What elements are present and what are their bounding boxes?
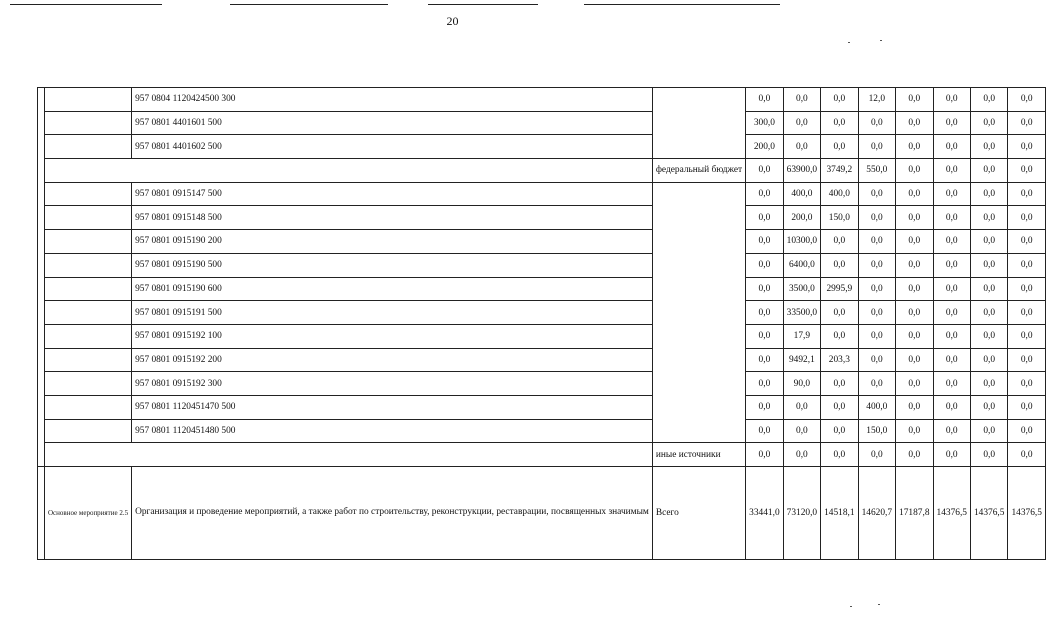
value-cell: 0,0 [970, 277, 1007, 301]
value-cell: 10300,0 [783, 230, 820, 254]
budget-code: 957 0801 1120451470 500 [132, 395, 653, 419]
value-cell: 90,0 [783, 372, 820, 396]
value-cell: 0,0 [970, 395, 1007, 419]
table-row [38, 159, 1046, 183]
value-cell: 0,0 [1008, 372, 1045, 396]
value-cell: 0,0 [970, 135, 1007, 159]
value-cell: 0,0 [970, 348, 1007, 372]
value-cell: 0,0 [858, 135, 895, 159]
value-cell: 203,3 [821, 348, 858, 372]
value-cell: 0,0 [1008, 301, 1045, 325]
scan-mark [850, 606, 852, 607]
value-cell: 0,0 [970, 159, 1007, 183]
budget-code: 957 0801 0915192 100 [132, 324, 653, 348]
table-row [38, 135, 1046, 159]
value-cell: 0,0 [896, 395, 933, 419]
value-cell: 2995,9 [821, 277, 858, 301]
source-cell [652, 88, 745, 159]
value-cell: 0,0 [896, 206, 933, 230]
value-cell: 0,0 [933, 111, 970, 135]
value-cell: 14376,5 [933, 467, 970, 560]
value-cell: 0,0 [1008, 182, 1045, 206]
table-row [38, 419, 1046, 443]
value-cell: 0,0 [933, 230, 970, 254]
value-cell: 0,0 [783, 419, 820, 443]
value-cell: 0,0 [1008, 88, 1045, 112]
budget-code: 957 0801 0915190 600 [132, 277, 653, 301]
value-cell: 0,0 [896, 159, 933, 183]
value-cell: 0,0 [821, 419, 858, 443]
value-cell: 0,0 [746, 443, 783, 467]
value-cell: 0,0 [896, 111, 933, 135]
value-cell: 0,0 [896, 182, 933, 206]
value-cell: 0,0 [783, 111, 820, 135]
value-cell: 400,0 [783, 182, 820, 206]
value-cell: 0,0 [896, 324, 933, 348]
blank-cell [45, 324, 132, 348]
blank-cell [45, 443, 653, 467]
table-row [38, 88, 1046, 112]
value-cell: 0,0 [896, 348, 933, 372]
table-row [38, 348, 1046, 372]
value-cell: 0,0 [970, 443, 1007, 467]
value-cell: 0,0 [933, 182, 970, 206]
page-number: 20 [446, 14, 459, 28]
budget-code: 957 0801 4401602 500 [132, 135, 653, 159]
value-cell: 0,0 [933, 443, 970, 467]
budget-table [37, 87, 1046, 560]
value-cell: 0,0 [821, 301, 858, 325]
value-cell: 9492,1 [783, 348, 820, 372]
value-cell: 0,0 [970, 419, 1007, 443]
value-cell: 17187,8 [896, 467, 933, 560]
value-cell: 0,0 [821, 395, 858, 419]
value-cell: 0,0 [858, 206, 895, 230]
value-cell: 0,0 [896, 135, 933, 159]
value-cell: 0,0 [821, 324, 858, 348]
value-cell: 0,0 [970, 206, 1007, 230]
value-cell: 0,0 [933, 159, 970, 183]
value-cell: 0,0 [896, 419, 933, 443]
value-cell: 0,0 [858, 372, 895, 396]
budget-code: 957 0801 1120451480 500 [132, 419, 653, 443]
value-cell: 0,0 [783, 443, 820, 467]
value-cell: 0,0 [746, 230, 783, 254]
value-cell: 0,0 [858, 182, 895, 206]
value-cell: 0,0 [821, 88, 858, 112]
value-cell: 0,0 [746, 206, 783, 230]
value-cell: 63900,0 [783, 159, 820, 183]
value-cell: 0,0 [933, 348, 970, 372]
source-cell [652, 182, 745, 443]
blank-cell [45, 88, 132, 112]
value-cell: 0,0 [1008, 206, 1045, 230]
value-cell: 0,0 [746, 253, 783, 277]
value-cell: 0,0 [746, 419, 783, 443]
value-cell: 0,0 [933, 135, 970, 159]
funding-source-total: Всего [652, 467, 745, 560]
value-cell: 0,0 [783, 135, 820, 159]
event-name: Основное мероприятие 2.5 [45, 467, 132, 560]
table-row [38, 395, 1046, 419]
value-cell: 0,0 [746, 348, 783, 372]
table-row [38, 443, 1046, 467]
value-cell: 0,0 [896, 372, 933, 396]
value-cell: 0,0 [1008, 135, 1045, 159]
value-cell: 150,0 [821, 206, 858, 230]
event-row [38, 467, 1046, 560]
blank-cell [45, 111, 132, 135]
value-cell: 0,0 [933, 324, 970, 348]
value-cell: 0,0 [1008, 419, 1045, 443]
value-cell: 0,0 [821, 443, 858, 467]
value-cell: 33441,0 [746, 467, 783, 560]
value-cell: 0,0 [1008, 443, 1045, 467]
budget-code: 957 0801 0915190 200 [132, 230, 653, 254]
value-cell: 14376,5 [1008, 467, 1045, 560]
value-cell: 73120,0 [783, 467, 820, 560]
value-cell: 0,0 [746, 159, 783, 183]
value-cell: 0,0 [1008, 324, 1045, 348]
budget-code: 957 0801 0915191 500 [132, 301, 653, 325]
value-cell: 0,0 [746, 88, 783, 112]
value-cell: 0,0 [783, 395, 820, 419]
value-cell: 400,0 [821, 182, 858, 206]
value-cell: 3749,2 [821, 159, 858, 183]
value-cell: 14620,7 [858, 467, 895, 560]
value-cell: 0,0 [1008, 395, 1045, 419]
blank-cell [45, 301, 132, 325]
value-cell: 0,0 [933, 419, 970, 443]
value-cell: 0,0 [858, 277, 895, 301]
budget-code: 957 0801 0915147 500 [132, 182, 653, 206]
value-cell: 0,0 [896, 443, 933, 467]
value-cell: 150,0 [858, 419, 895, 443]
value-cell: 33500,0 [783, 301, 820, 325]
header-rule [584, 4, 780, 5]
value-cell: 17,9 [783, 324, 820, 348]
value-cell: 0,0 [858, 348, 895, 372]
value-cell: 0,0 [821, 372, 858, 396]
value-cell: 0,0 [896, 88, 933, 112]
value-cell: 14376,5 [970, 467, 1007, 560]
value-cell: 0,0 [821, 253, 858, 277]
blank-cell [45, 395, 132, 419]
scan-mark [878, 604, 880, 605]
funding-source: иные источники [652, 443, 745, 467]
value-cell: 0,0 [933, 253, 970, 277]
value-cell: 0,0 [746, 182, 783, 206]
blank-cell [45, 419, 132, 443]
value-cell: 200,0 [783, 206, 820, 230]
value-cell: 0,0 [970, 111, 1007, 135]
table-row [38, 372, 1046, 396]
value-cell: 0,0 [970, 88, 1007, 112]
table-row [38, 301, 1046, 325]
value-cell: 0,0 [746, 277, 783, 301]
header-rule [230, 4, 388, 5]
value-cell: 0,0 [746, 324, 783, 348]
value-cell: 400,0 [858, 395, 895, 419]
value-cell: 0,0 [933, 206, 970, 230]
value-cell: 14518,1 [821, 467, 858, 560]
value-cell: 0,0 [933, 372, 970, 396]
table-row [38, 111, 1046, 135]
value-cell: 6400,0 [783, 253, 820, 277]
value-cell: 0,0 [1008, 277, 1045, 301]
value-cell: 0,0 [783, 88, 820, 112]
funding-source: федеральный бюджет [652, 159, 745, 183]
blank-cell [45, 159, 653, 183]
table-row [38, 206, 1046, 230]
value-cell: 0,0 [858, 230, 895, 254]
value-cell: 0,0 [970, 253, 1007, 277]
value-cell: 0,0 [821, 230, 858, 254]
value-cell: 0,0 [1008, 253, 1045, 277]
value-cell: 0,0 [858, 301, 895, 325]
value-cell: 300,0 [746, 111, 783, 135]
value-cell: 0,0 [970, 182, 1007, 206]
blank-cell [45, 230, 132, 254]
value-cell: 0,0 [896, 301, 933, 325]
value-cell: 0,0 [746, 301, 783, 325]
scan-mark [880, 40, 882, 41]
blank-cell [45, 277, 132, 301]
budget-code: 957 0801 0915148 500 [132, 206, 653, 230]
value-cell: 0,0 [933, 301, 970, 325]
value-cell: 0,0 [1008, 159, 1045, 183]
blank-cell [45, 206, 132, 230]
value-cell: 0,0 [858, 111, 895, 135]
value-cell: 0,0 [821, 111, 858, 135]
event-number-cell [38, 467, 45, 560]
event-number-cell [38, 88, 45, 467]
value-cell: 0,0 [933, 395, 970, 419]
value-cell: 0,0 [858, 443, 895, 467]
table-row [38, 230, 1046, 254]
event-description: Организация и проведение мероприятий, а также работ по строительству, реконструкции, реставрации, посвященных значимым [132, 467, 653, 560]
value-cell: 0,0 [821, 135, 858, 159]
value-cell: 550,0 [858, 159, 895, 183]
value-cell: 0,0 [1008, 111, 1045, 135]
budget-code: 957 0801 0915190 500 [132, 253, 653, 277]
header-rule [10, 4, 162, 5]
value-cell: 0,0 [933, 277, 970, 301]
value-cell: 12,0 [858, 88, 895, 112]
blank-cell [45, 253, 132, 277]
value-cell: 0,0 [858, 324, 895, 348]
table-row [38, 324, 1046, 348]
value-cell: 0,0 [933, 88, 970, 112]
value-cell: 0,0 [1008, 230, 1045, 254]
value-cell: 200,0 [746, 135, 783, 159]
header-rule [428, 4, 538, 5]
value-cell: 0,0 [896, 253, 933, 277]
budget-code: 957 0804 1120424500 300 [132, 88, 653, 112]
value-cell: 0,0 [746, 395, 783, 419]
table-row [38, 253, 1046, 277]
value-cell: 0,0 [858, 253, 895, 277]
blank-cell [45, 372, 132, 396]
value-cell: 0,0 [970, 301, 1007, 325]
budget-code: 957 0801 4401601 500 [132, 111, 653, 135]
blank-cell [45, 135, 132, 159]
table-row [38, 277, 1046, 301]
value-cell: 3500,0 [783, 277, 820, 301]
value-cell: 0,0 [896, 230, 933, 254]
value-cell: 0,0 [970, 230, 1007, 254]
table-row [38, 182, 1046, 206]
value-cell: 0,0 [1008, 348, 1045, 372]
blank-cell [45, 182, 132, 206]
blank-cell [45, 348, 132, 372]
value-cell: 0,0 [970, 324, 1007, 348]
value-cell: 0,0 [970, 372, 1007, 396]
value-cell: 0,0 [746, 372, 783, 396]
scan-mark [848, 42, 850, 43]
budget-code: 957 0801 0915192 200 [132, 348, 653, 372]
value-cell: 0,0 [896, 277, 933, 301]
budget-code: 957 0801 0915192 300 [132, 372, 653, 396]
